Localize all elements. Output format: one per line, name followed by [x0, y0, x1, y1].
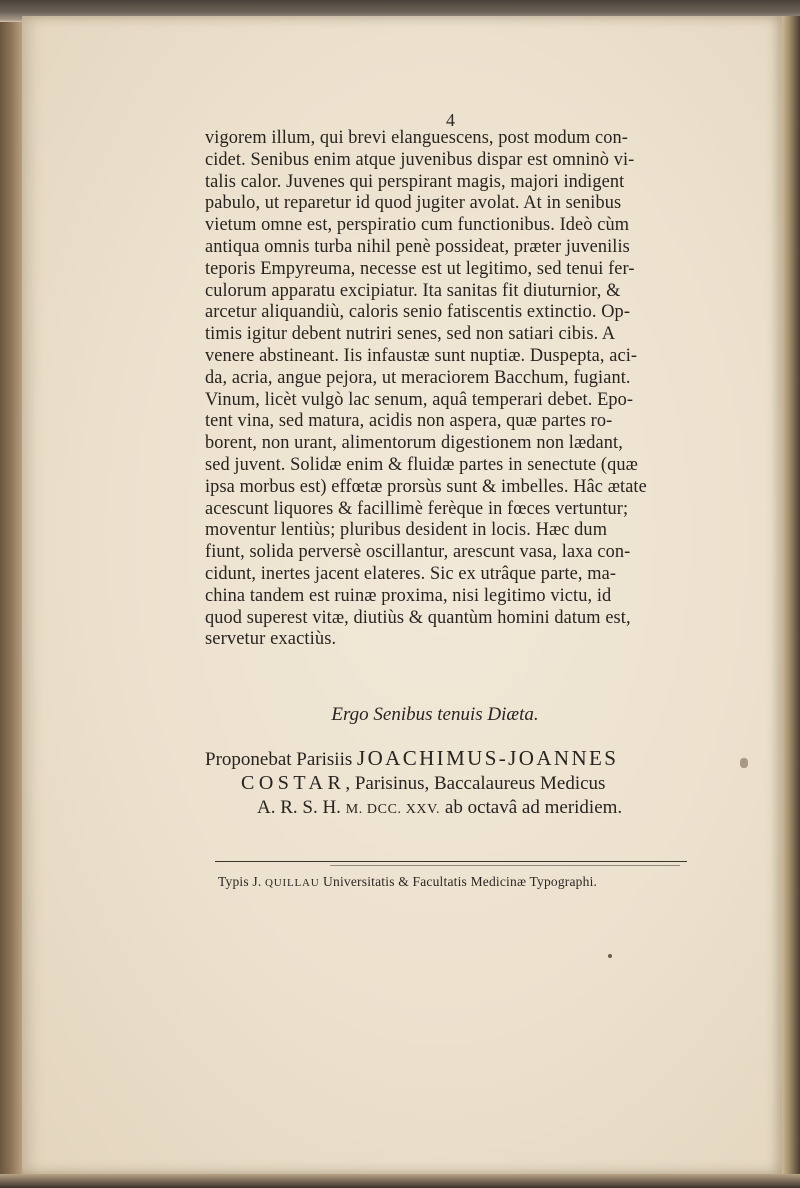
candidate-surname: COSTAR [241, 772, 346, 794]
imprint-prefix: Typis J. [218, 874, 265, 889]
printer-name: QUILLAU [265, 877, 320, 889]
date-year: M. DCC. XXV. [345, 802, 441, 817]
body-line: antiqua omnis turba nihil penè possideat, præter juvenilis [205, 236, 630, 257]
body-line: sed juvent. Solidæ enim & fluidæ partes in senectute (quæ [205, 454, 638, 475]
ink-speck [608, 954, 612, 958]
body-line: pabulo, ut reparetur id quod jugiter avolat. At in senibus [205, 193, 622, 214]
body-line: Vinum, licèt vulgò lac senum, aquâ temperari debet. Epo- [205, 389, 634, 410]
body-line: moventur lentiùs; pluribus desident in locis. Hæc dum [205, 520, 608, 541]
body-line: ipsa morbus est) effœtæ prorsùs sunt & imbelles. Hâc ætate [205, 476, 647, 497]
margin-stain [740, 758, 748, 768]
body-line: acescunt liquores & facillimè ferèque in fœces vertuntur; [205, 498, 629, 519]
separator-rule [215, 861, 687, 862]
body-line: servetur exactiùs. [205, 629, 337, 650]
body-line: timis igitur debent nutriri senes, sed non satiari cibis. A [205, 324, 616, 345]
defense-line-3 [205, 797, 705, 822]
body-text [205, 128, 705, 651]
defense-line-2 [205, 772, 705, 797]
body-line: arcetur aliquandiù, caloris senio fatiscentis extinctio. Op- [205, 302, 631, 323]
printer-imprint [218, 874, 698, 890]
book-bottom-edge [0, 1174, 800, 1188]
body-line: cidet. Senibus enim atque juvenibus dispar est omninò vi- [205, 149, 635, 170]
body-line: china tandem est ruinæ proxima, nisi legitimo victu, id [205, 585, 612, 606]
body-line: cidunt, inertes jacent elateres. Sic ex utrâque parte, ma- [205, 563, 617, 584]
body-line: teporis Empyreuma, necesse est ut legitimo, sed tenui fer- [205, 258, 635, 279]
body-line: da, acria, angue pejora, ut meraciorem Bacchum, fugiant. [205, 367, 631, 388]
candidate-title: , Parisinus, Baccalaureus Medicus [345, 773, 606, 794]
imprint-rest: Universitatis & Facultatis Medicinæ Typographi. [319, 874, 598, 889]
body-line: venere abstineant. Iis infaustæ sunt nuptiæ. Duspepta, aci- [205, 345, 638, 366]
book-fore-edge [782, 16, 800, 1174]
body-line: vietum omne est, perspiratio cum functionibus. Ideò cùm [205, 215, 630, 236]
body-line: quod superest vitæ, diutiùs & quantùm homini datum est, [205, 607, 631, 628]
conclusion-heading: Ergo Senibus tenuis Diæta. [331, 704, 539, 725]
defense-line-1 [205, 746, 705, 772]
body-line: talis calor. Juvenes qui perspirant magis, majori indigent [205, 171, 625, 192]
body-line: borent, non urant, alimentorum digestionem non lædant, [205, 433, 623, 454]
body-line: culorum apparatu excipiatur. Ita sanitas fit diuturnior, & [205, 280, 621, 301]
body-line: tent vina, sed matura, acidis non aspera, quæ partes ro- [205, 411, 613, 432]
date-time: ab octavâ ad meridiem. [440, 797, 623, 818]
separator-rule-secondary [330, 865, 680, 866]
body-line: fiunt, solida perversè oscillantur, arescunt vasa, laxa con- [205, 542, 631, 563]
show-through-bleed [200, 890, 740, 930]
defense-statement [205, 746, 705, 822]
candidate-name: JOACHIMUS-JOANNES [357, 746, 619, 770]
defense-line-1-prefix: Proponebat Parisiis [205, 749, 357, 770]
page-number: 4 [446, 110, 455, 130]
date-prefix: A. R. S. H. [257, 797, 346, 818]
body-line: vigorem illum, qui brevi elanguescens, post modum con- [205, 128, 628, 148]
